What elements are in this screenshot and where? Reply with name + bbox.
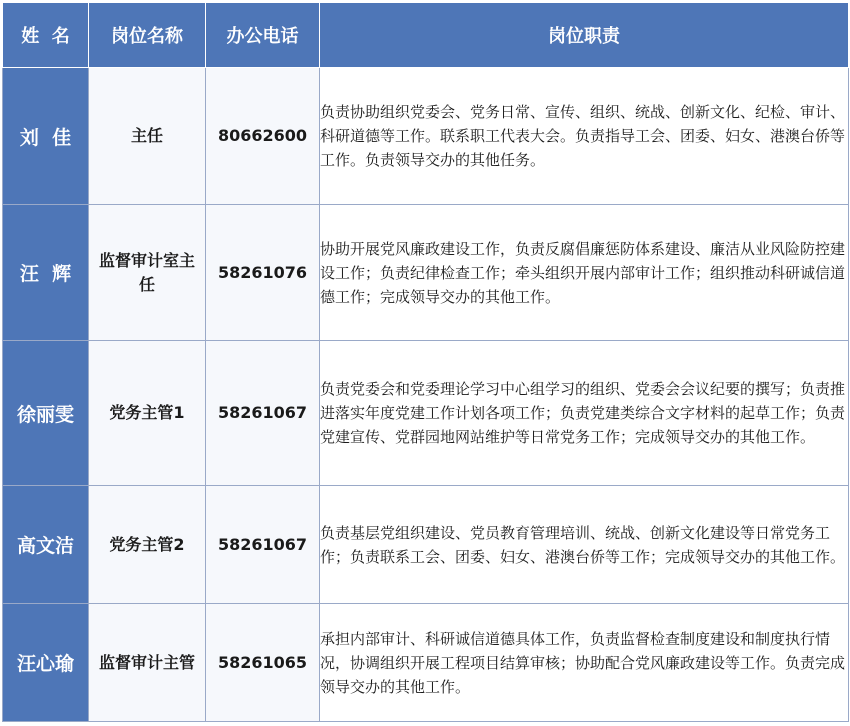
row-name: 汪 辉 xyxy=(3,205,89,341)
row-position xyxy=(89,68,206,205)
header-phone: 办公电话 xyxy=(206,3,320,68)
row-phone: 58261067 xyxy=(206,341,320,486)
row-position-text: 主任 xyxy=(130,126,163,145)
row-duties: 负责协助组织党委会、党务日常、宣传、组织、统战、创新文化、纪检、审计、科研道德等工作。联系职工代表大会。负责指导工会、团委、妇女、港澳台侨等工作。负责领导交办的其他任务。 xyxy=(320,68,849,205)
row-position-text: 党务主管2 xyxy=(109,534,185,554)
table-row xyxy=(3,486,849,604)
table-header-row xyxy=(3,3,849,68)
row-duties: 负责基层党组织建设、党员教育管理培训、统战、创新文化建设等日常党务工作；负责联系工会、团委、妇女、港澳台侨等工作；完成领导交办的其他工作。 xyxy=(320,486,849,604)
row-position-text: 党务主管1 xyxy=(109,403,185,422)
row-phone: 58261076 xyxy=(206,205,320,341)
row-name: 刘 佳 xyxy=(3,68,89,205)
table-row xyxy=(3,68,849,205)
row-position xyxy=(89,341,206,486)
row-position-text: 监督审计主管 xyxy=(98,652,195,672)
row-duties: 负责党委会和党委理论学习中心组学习的组织、党委会会议纪要的撰写；负责推进落实年度党建工作计划各项工作；负责党建类综合文字材料的起草工作；负责党建宣传、党群园地网站维护等日常党务工作；完成领导交办的其他工作。 xyxy=(320,341,849,486)
header-position: 岗位名称 xyxy=(89,3,206,68)
row-phone: 58261065 xyxy=(206,604,320,722)
header-duties: 岗位职责 xyxy=(320,3,849,68)
row-name: 汪心瑜 xyxy=(3,604,89,722)
row-phone: 58261067 xyxy=(206,486,320,604)
header-name: 姓 名 xyxy=(3,3,89,68)
row-duties: 承担内部审计、科研诚信道德具体工作，负责监督检查制度建设和制度执行情况，协调组织开展工程项目结算审核；协助配合党风廉政建设等工作。负责完成领导交办的其他工作。 xyxy=(320,604,849,722)
table-row xyxy=(3,205,849,341)
table-row xyxy=(3,341,849,486)
row-name: 徐丽雯 xyxy=(3,341,89,486)
staff-duty-table xyxy=(2,2,849,722)
row-position xyxy=(89,604,206,722)
row-position xyxy=(89,205,206,341)
table-row xyxy=(3,604,849,722)
row-name: 高文洁 xyxy=(3,486,89,604)
row-duties: 协助开展党风廉政建设工作，负责反腐倡廉惩防体系建设、廉洁从业风险防控建设工作；负责纪律检查工作；牵头组织开展内部审计工作；组织推动科研诚信道德工作；完成领导交办的其他工作。 xyxy=(320,205,849,341)
row-phone: 80662600 xyxy=(206,68,320,205)
row-position xyxy=(89,486,206,604)
row-position-text: 监督审计室主任 xyxy=(98,250,195,294)
